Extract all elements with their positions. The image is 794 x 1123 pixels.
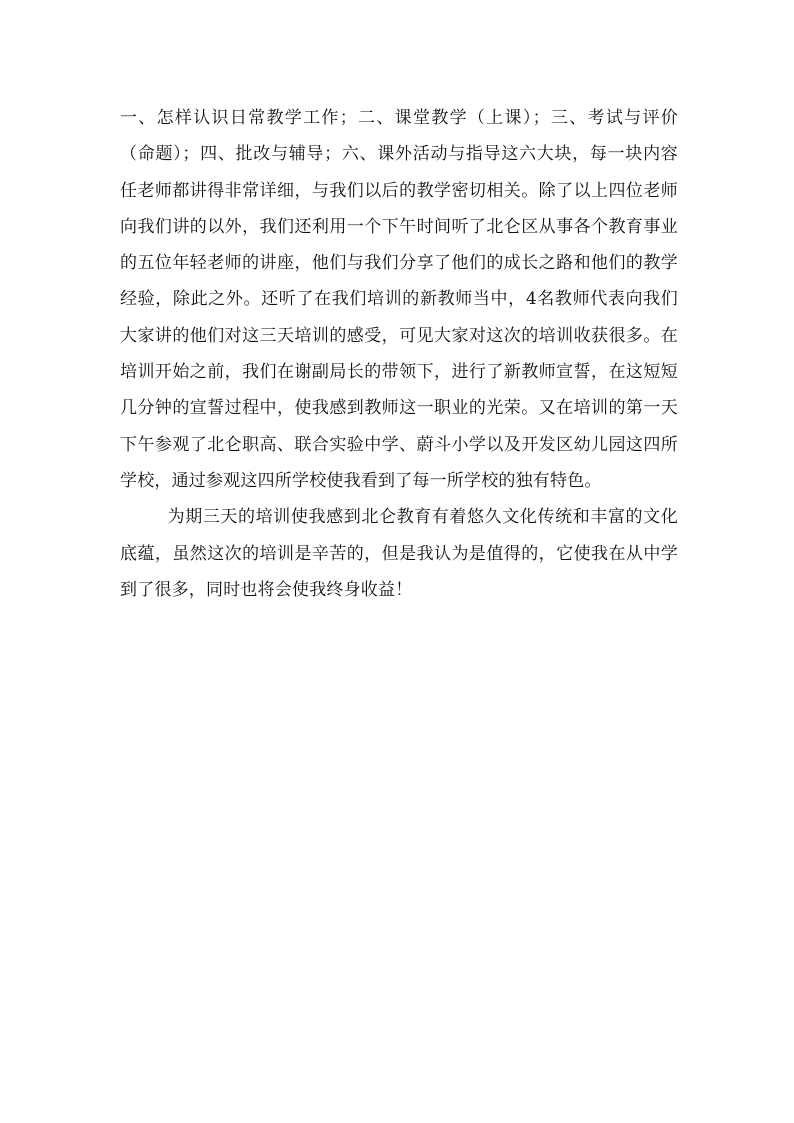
paragraph-1: 一、怎样认识日常教学工作；二、课堂教学（上课）；三、考试与评价（命题）；四、批改与辅导；六、课外活动与指导这六大块，每一块内容任老师都讲得非常详细，与我们以后的教学密切相关。除了以上四位老师向我们讲的以外，我们还利用一个下午时间听了北仑区从事各个教育事业的五位年轻老师的讲座，他们与我们分享了他们的成长之路和他们的教学经验，除此之外。还听了在我们培训的新教师当中，4名教师代表向我们大家讲的他们对这三天培训的感受，可见大家对这次的培训收获很多。在培训开始之前，我们在谢副局长的带领下，进行了新教师宣誓，在这短短几分钟的宣誓过程中，使我感到教师这一职业的光荣。又在培训的第一天下午参观了北仑职高、联合实验中学、蔚斗小学以及开发区幼儿园这四所学校，通过参观这四所学校使我看到了每一所学校的独有特色。 [120,108,678,491]
paragraph-2: 为期三天的培训使我感到北仑教育有着悠久文化传统和丰富的文化底蕴，虽然这次的培训是辛苦的，但是我认为是值得的，它使我在从中学到了很多，同时也将会使我终身收益！ [120,507,678,600]
document-body [120,100,678,608]
